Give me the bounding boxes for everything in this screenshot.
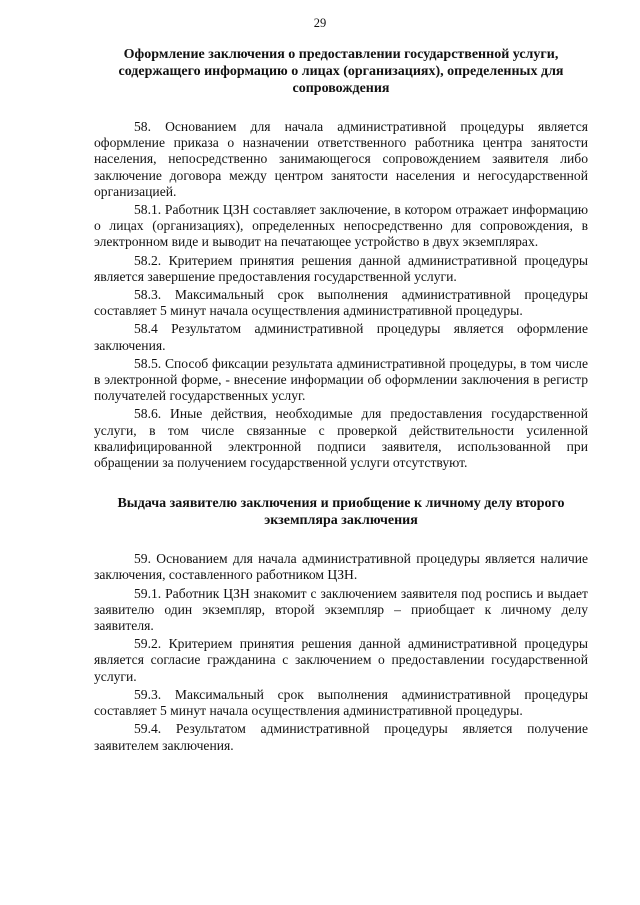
paragraph-58-3: 58.3. Максимальный срок выполнения административной процедуры составляет 5 минут начала осуществления административной процедуры. [94,287,588,319]
paragraph-58-1: 58.1. Работник ЦЗН составляет заключение, в котором отражает информацию о лицах (организациях), определенных непосредственно для сопровождения, в электронном виде и выводит на печатающее устройство в двух экземплярах. [94,202,588,250]
section-heading-2: Выдача заявителю заключения и приобщение к личному делу второго экземпляра заключения [117,496,565,529]
paragraph-59-2: 59.2. Критерием принятия решения данной административной процедуры является согласие гражданина с заключением о предоставлении государственной услуги. [94,636,588,684]
section-heading-1: Оформление заключения о предоставлении государственной услуги, содержащего информацию о лицах (организациях), определенных для сопровождения [118,47,564,96]
paragraph-58-6: 58.6. Иные действия, необходимые для предоставления государственной услуги, в том числе связанные с проверкой действительности усиленной квалифицированной электронной подписи заявителя, использованной при обращении за получением государственной услуги отсутствуют. [94,406,588,471]
paragraph-59-3: 59.3. Максимальный срок выполнения административной процедуры составляет 5 минут начала осуществления административной процедуры. [94,686,588,719]
page-content [94,46,588,756]
paragraph-58: 58. Основанием для начала административной процедуры является оформление приказа о назначении ответственного работника центра занятости населения, непосредственно занимающегося сопровождением заявителя либо заключение договора между центром занятости населения и негосударственной организацией. [94,119,588,199]
section-2-body [94,551,588,753]
section-1-body [94,119,588,471]
paragraph-59: 59. Основанием для начала административной процедуры является наличие заключения, составленного работником ЦЗН. [94,551,588,583]
paragraph-58-4: 58.4 Результатом административной процедуры является оформление заключения. [94,321,588,353]
paragraph-58-2: 58.2. Критерием принятия решения данной административной процедуры является завершение предоставления государственной услуги. [94,252,588,284]
paragraph-58-5: 58.5. Способ фиксации результата административной процедуры, в том числе в электронной форме, - внесение информации об оформлении заключения в регистр получателей государственных услуг. [94,355,588,404]
paragraph-59-1: 59.1. Работник ЦЗН знакомит с заключением заявителя под роспись и выдает заявителю один экземпляр, второй экземпляр – приобщает к личному делу заявителя. [94,585,588,634]
page-number: 29 [313,16,327,30]
paragraph-59-4: 59.4. Результатом административной процедуры является получение заявителем заключения. [94,721,588,753]
